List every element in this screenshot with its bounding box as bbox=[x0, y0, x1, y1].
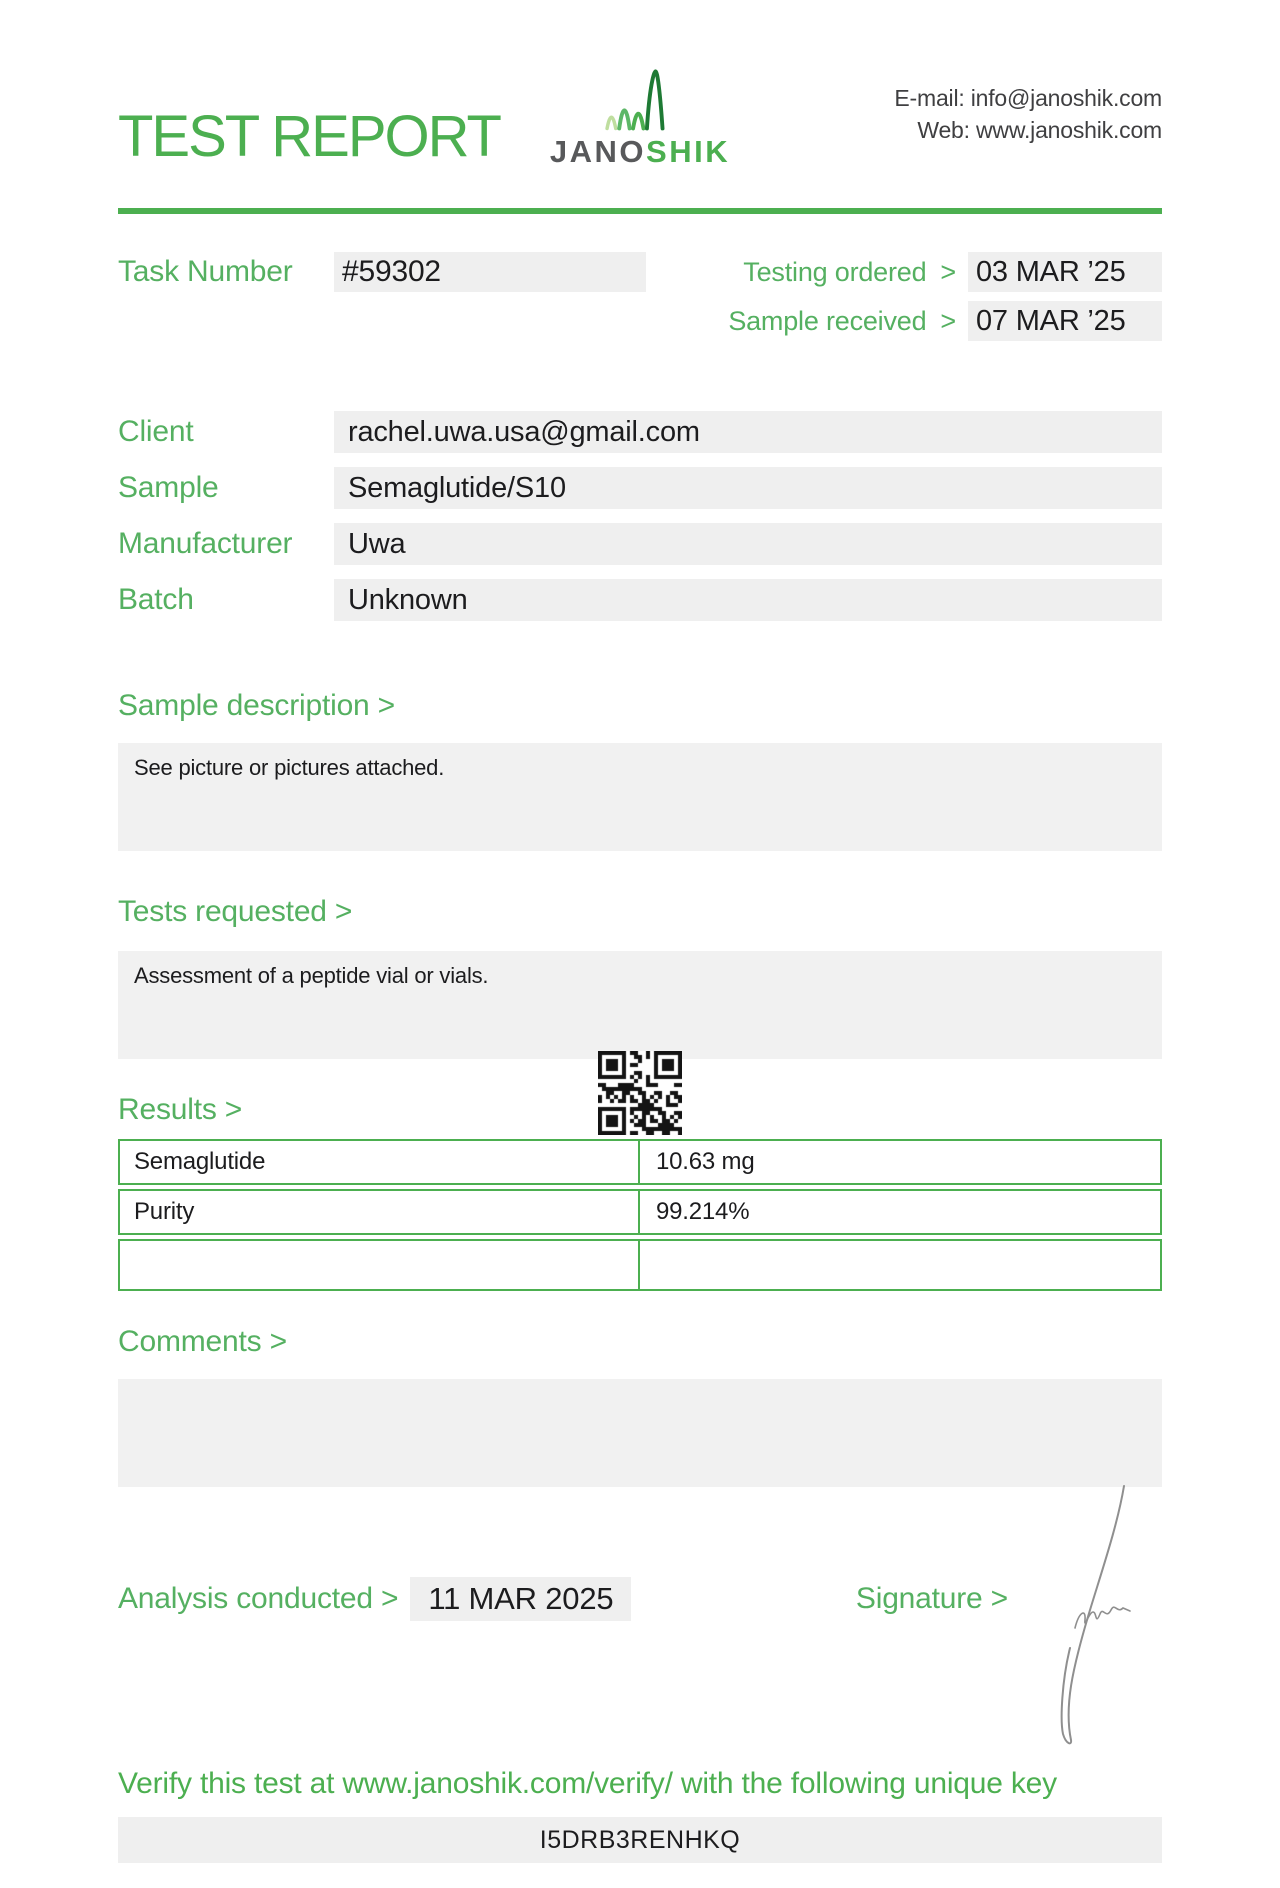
testing-ordered-value: 03 MAR ’25 bbox=[968, 252, 1162, 292]
task-number-group bbox=[118, 252, 646, 292]
sample-received-value: 07 MAR ’25 bbox=[968, 301, 1162, 341]
header-rule bbox=[118, 208, 1162, 214]
sample-description-box: See picture or pictures attached. bbox=[118, 743, 1162, 851]
logo-text-shik: SHIK bbox=[646, 134, 731, 169]
result-value-cell: 10.63 mg bbox=[656, 1148, 755, 1175]
dates-group bbox=[728, 252, 1162, 341]
testing-ordered-label: Testing ordered bbox=[743, 256, 927, 287]
tests-requested-box: Assessment of a peptide vial or vials. bbox=[118, 951, 1162, 1059]
analysis-signature-row bbox=[118, 1577, 1162, 1621]
field-row-manufacturer bbox=[118, 523, 1162, 565]
verify-key-box: I5DRB3RENHKQ bbox=[118, 1817, 1162, 1863]
sample-received-label: Sample received bbox=[728, 305, 927, 336]
logo-text-jano: JANO bbox=[549, 134, 647, 169]
results-table bbox=[118, 1139, 1162, 1291]
result-value-cell bbox=[640, 1241, 1160, 1289]
result-name-cell bbox=[120, 1241, 640, 1289]
field-row-client bbox=[118, 411, 1162, 453]
result-name-cell: Semaglutide bbox=[120, 1141, 640, 1183]
result-name-cell: Purity bbox=[120, 1191, 640, 1233]
task-number-value: #59302 bbox=[334, 252, 646, 292]
field-row-batch bbox=[118, 579, 1162, 621]
comments-box bbox=[118, 1379, 1162, 1487]
task-number-label: Task Number bbox=[118, 255, 293, 288]
manufacturer-label: Manufacturer bbox=[118, 527, 293, 560]
arrow-icon: > bbox=[940, 256, 956, 287]
result-value-cell: 99.214% bbox=[656, 1198, 750, 1225]
sample-label: Sample bbox=[118, 471, 219, 504]
results-section bbox=[118, 1093, 1162, 1291]
sample-description-heading: Sample description > bbox=[118, 689, 395, 722]
analysis-date-value: 11 MAR 2025 bbox=[410, 1577, 631, 1621]
arrow-icon: > bbox=[940, 305, 956, 336]
sample-info-fields bbox=[118, 411, 1162, 621]
report-header bbox=[118, 0, 1162, 172]
signature-label: Signature > bbox=[855, 1582, 1008, 1615]
results-heading: Results > bbox=[118, 1093, 243, 1126]
signature-image bbox=[1018, 1480, 1138, 1755]
qr-code bbox=[598, 1051, 682, 1135]
sample-value: Semaglutide/S10 bbox=[334, 467, 1162, 509]
comments-heading: Comments > bbox=[118, 1325, 287, 1358]
testing-ordered-row bbox=[728, 252, 1162, 292]
contact-email: E-mail: info@janoshik.com bbox=[894, 84, 1162, 111]
result-row-semaglutide bbox=[118, 1139, 1162, 1185]
report-title: TEST REPORT bbox=[118, 104, 500, 169]
manufacturer-value: Uwa bbox=[334, 523, 1162, 565]
contact-web: Web: www.janoshik.com bbox=[917, 116, 1162, 143]
verify-instruction: Verify this test at www.janoshik.com/verify/ with the following unique key bbox=[118, 1767, 1057, 1800]
client-label: Client bbox=[118, 415, 194, 448]
result-row-empty bbox=[118, 1239, 1162, 1291]
tests-requested-heading: Tests requested > bbox=[118, 895, 353, 928]
batch-value: Unknown bbox=[334, 579, 1162, 621]
result-row-purity bbox=[118, 1189, 1162, 1235]
task-and-dates-row bbox=[118, 252, 1162, 341]
contact-info bbox=[894, 82, 1162, 146]
field-row-sample bbox=[118, 467, 1162, 509]
batch-label: Batch bbox=[118, 583, 194, 616]
analysis-conducted-label: Analysis conducted > bbox=[118, 1582, 399, 1615]
logo-chart-icon bbox=[601, 66, 679, 132]
sample-received-row bbox=[728, 301, 1162, 341]
client-value: rachel.uwa.usa@gmail.com bbox=[334, 411, 1162, 453]
